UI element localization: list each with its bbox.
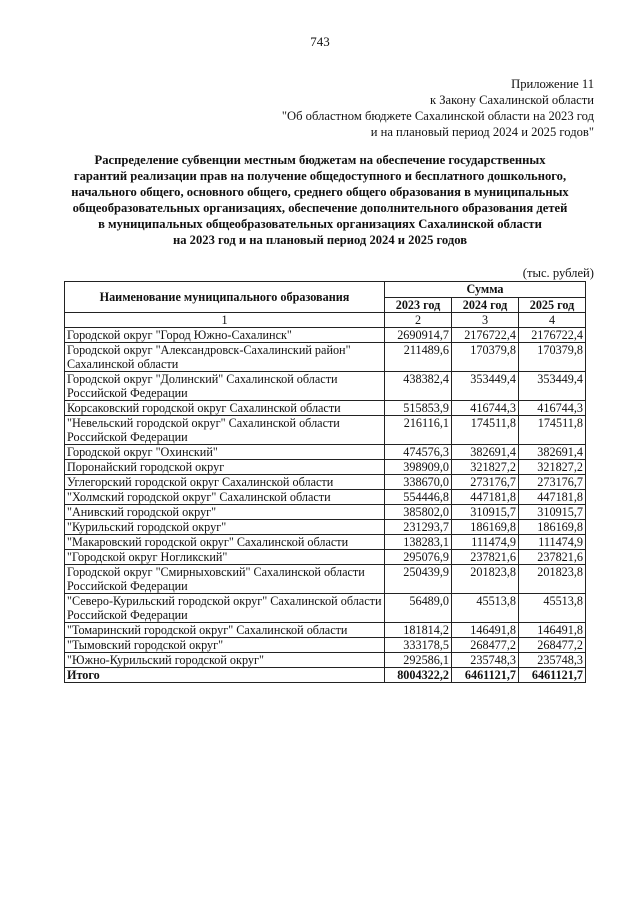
value-2025: 237821,6 (519, 550, 586, 565)
value-2024: 146491,8 (452, 623, 519, 638)
table-row (65, 372, 586, 401)
value-2024: 310915,7 (452, 505, 519, 520)
value-2024: 170379,8 (452, 343, 519, 372)
table-row (65, 520, 586, 535)
table-row (65, 550, 586, 565)
value-2023: 295076,9 (385, 550, 452, 565)
value-2023: 515853,9 (385, 401, 452, 416)
municipality-name: Городской округ "Смирныховский" Сахалинской области Российской Федерации (65, 565, 385, 594)
total-row (65, 668, 586, 683)
value-2025: 310915,7 (519, 505, 586, 520)
units-label: (тыс. рублей) (522, 266, 594, 280)
total-label: Итого (65, 668, 385, 683)
title-line: на 2023 год и на плановый период 2024 и 2025 годов (172, 233, 468, 247)
value-2025: 321827,2 (519, 460, 586, 475)
column-number: 4 (519, 313, 586, 328)
value-2024: 45513,8 (452, 594, 519, 623)
municipality-name: Корсаковский городской округ Сахалинской области (65, 401, 385, 416)
value-2023: 554446,8 (385, 490, 452, 505)
value-2025: 170379,8 (519, 343, 586, 372)
value-2025: 2176722,4 (519, 328, 586, 343)
appendix-line: и на плановый период 2024 и 2025 годов" (370, 125, 594, 139)
value-2024: 2176722,4 (452, 328, 519, 343)
table-row (65, 445, 586, 460)
municipality-name: "Невельский городской округ" Сахалинской области Российской Федерации (65, 416, 385, 445)
total-2023: 8004322,2 (385, 668, 452, 683)
municipality-name: "Городской округ Ногликский" (65, 550, 385, 565)
table-row (65, 416, 586, 445)
value-2024: 353449,4 (452, 372, 519, 401)
municipality-name: Городской округ "Охинский" (65, 445, 385, 460)
value-2023: 138283,1 (385, 535, 452, 550)
title-line: Распределение субвенции местным бюджетам на обеспечение государственных (94, 153, 546, 167)
column-number: 2 (385, 313, 452, 328)
title-line: начального общего, основного общего, среднего общего образования в муниципальных (71, 185, 569, 199)
value-2025: 111474,9 (519, 535, 586, 550)
value-2023: 250439,9 (385, 565, 452, 594)
table-body (65, 328, 586, 683)
header-year-2023: 2023 год (385, 297, 452, 313)
column-number: 3 (452, 313, 519, 328)
municipality-name: "Томаринский городской округ" Сахалинской области (65, 623, 385, 638)
value-2025: 235748,3 (519, 653, 586, 668)
header-year-2025: 2025 год (519, 297, 586, 313)
appendix-line: "Об областном бюджете Сахалинской области на 2023 год (281, 109, 594, 123)
value-2025: 186169,8 (519, 520, 586, 535)
value-2025: 268477,2 (519, 638, 586, 653)
value-2024: 235748,3 (452, 653, 519, 668)
header-sum: Сумма (385, 282, 586, 298)
value-2025: 382691,4 (519, 445, 586, 460)
municipality-name: "Курильский городской округ" (65, 520, 385, 535)
total-2025: 6461121,7 (519, 668, 586, 683)
table-row (65, 460, 586, 475)
header-name: Наименование муниципального образования (65, 282, 385, 313)
value-2024: 416744,3 (452, 401, 519, 416)
municipality-name: "Анивский городской округ" (65, 505, 385, 520)
appendix-header (282, 76, 594, 140)
value-2025: 201823,8 (519, 565, 586, 594)
table-row (65, 565, 586, 594)
total-2024: 6461121,7 (452, 668, 519, 683)
municipality-name: "Северо-Курильский городской округ" Сахалинской области Российской Федерации (65, 594, 385, 623)
page-number: 743 (310, 34, 330, 49)
appendix-line: к Закону Сахалинской области (429, 93, 594, 107)
municipality-name: "Тымовский городской округ" (65, 638, 385, 653)
title-line: гарантий реализации прав на получение общедоступного и бесплатного дошкольного, (73, 169, 567, 183)
municipality-name: Городской округ "Город Южно-Сахалинск" (65, 328, 385, 343)
column-number: 1 (65, 313, 385, 328)
table-row (65, 505, 586, 520)
municipality-name: "Холмский городской округ" Сахалинской области (65, 490, 385, 505)
value-2024: 447181,8 (452, 490, 519, 505)
table-row (65, 594, 586, 623)
value-2023: 211489,6 (385, 343, 452, 372)
value-2023: 398909,0 (385, 460, 452, 475)
value-2024: 237821,6 (452, 550, 519, 565)
value-2025: 45513,8 (519, 594, 586, 623)
municipality-name: Поронайский городской округ (65, 460, 385, 475)
value-2025: 416744,3 (519, 401, 586, 416)
table-row (65, 535, 586, 550)
table-row (65, 475, 586, 490)
title-line: общеобразовательных организациях, обеспечение дополнительного образования детей (72, 201, 568, 215)
value-2023: 338670,0 (385, 475, 452, 490)
subvention-table (64, 281, 586, 683)
value-2024: 111474,9 (452, 535, 519, 550)
table-row (65, 653, 586, 668)
table-row (65, 490, 586, 505)
value-2024: 321827,2 (452, 460, 519, 475)
title-line: в муниципальных общеобразовательных организациях Сахалинской области (98, 217, 542, 231)
appendix-line: Приложение 11 (511, 77, 594, 91)
value-2023: 2690914,7 (385, 328, 452, 343)
value-2024: 186169,8 (452, 520, 519, 535)
value-2024: 268477,2 (452, 638, 519, 653)
value-2025: 353449,4 (519, 372, 586, 401)
value-2024: 201823,8 (452, 565, 519, 594)
value-2025: 273176,7 (519, 475, 586, 490)
value-2025: 174511,8 (519, 416, 586, 445)
value-2023: 474576,3 (385, 445, 452, 460)
value-2023: 231293,7 (385, 520, 452, 535)
table-row (65, 623, 586, 638)
value-2023: 385802,0 (385, 505, 452, 520)
value-2023: 216116,1 (385, 416, 452, 445)
value-2024: 382691,4 (452, 445, 519, 460)
value-2024: 174511,8 (452, 416, 519, 445)
table-row (65, 328, 586, 343)
municipality-name: Городской округ "Долинский" Сахалинской области Российской Федерации (65, 372, 385, 401)
value-2025: 146491,8 (519, 623, 586, 638)
value-2023: 333178,5 (385, 638, 452, 653)
value-2023: 438382,4 (385, 372, 452, 401)
value-2023: 56489,0 (385, 594, 452, 623)
municipality-name: "Макаровский городской округ" Сахалинской области (65, 535, 385, 550)
table-row (65, 638, 586, 653)
municipality-name: Городской округ "Александровск-Сахалинский район" Сахалинской области (65, 343, 385, 372)
value-2023: 181814,2 (385, 623, 452, 638)
table-row (65, 401, 586, 416)
municipality-name: "Южно-Курильский городской округ" (65, 653, 385, 668)
document-title (50, 152, 590, 248)
value-2024: 273176,7 (452, 475, 519, 490)
value-2025: 447181,8 (519, 490, 586, 505)
municipality-name: Углегорский городской округ Сахалинской области (65, 475, 385, 490)
header-year-2024: 2024 год (452, 297, 519, 313)
value-2023: 292586,1 (385, 653, 452, 668)
table-row (65, 343, 586, 372)
